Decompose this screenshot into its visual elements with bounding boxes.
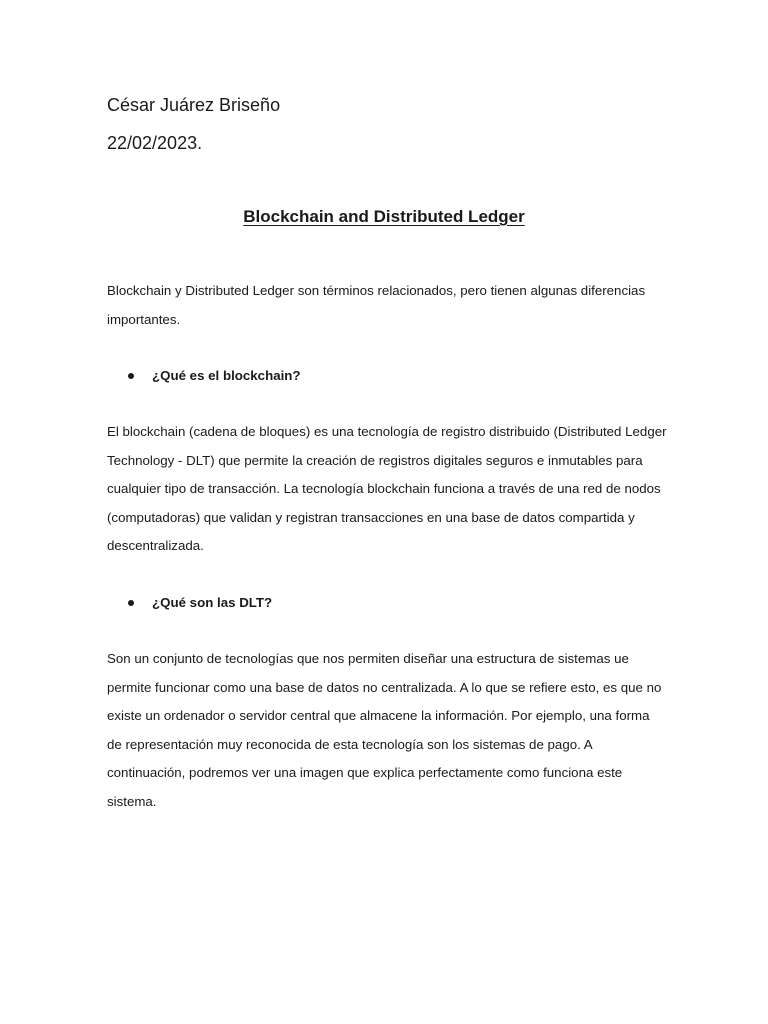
document-title-wrapper — [0, 205, 768, 229]
section-heading-dlt — [128, 591, 272, 615]
section-body-blockchain: El blockchain (cadena de bloques) es una tecnología de registro distribuido (Distributed Ledger Technology - DLT) que permite la creación de registros digitales seguros e inmutables para cualquier tipo de transacción. La tecnología blockchain funciona a través de una red de nodos (computadoras) que validan y registran transacciones en una base de datos compartida y descentralizada. — [107, 424, 667, 553]
bullet-icon — [128, 373, 134, 379]
intro-paragraph: Blockchain y Distributed Ledger son términos relacionados, pero tienen algunas diferencias importantes. — [107, 283, 646, 327]
section-heading-text: ¿Qué son las DLT? — [152, 595, 273, 610]
author-name: César Juárez Briseño — [107, 95, 281, 115]
section-body-dlt: Son un conjunto de tecnologías que nos permiten diseñar una estructura de sistemas ue permite funcionar como una base de datos no centralizada. A lo que se refiere esto, es que no existe un ordenador o servidor central que almacene la información. Por ejemplo, una forma de representación muy reconocida de esta tecnología son los sistemas de pago. A continuación, podremos ver una imagen que explica perfectamente como funciona este sistema. — [107, 651, 662, 809]
document-date: 22/02/2023. — [107, 133, 203, 153]
document-title: Blockchain and Distributed Ledger — [243, 207, 525, 226]
section-heading-text: ¿Qué es el blockchain? — [152, 368, 301, 383]
section-heading-blockchain — [128, 364, 301, 388]
bullet-icon — [128, 600, 134, 606]
